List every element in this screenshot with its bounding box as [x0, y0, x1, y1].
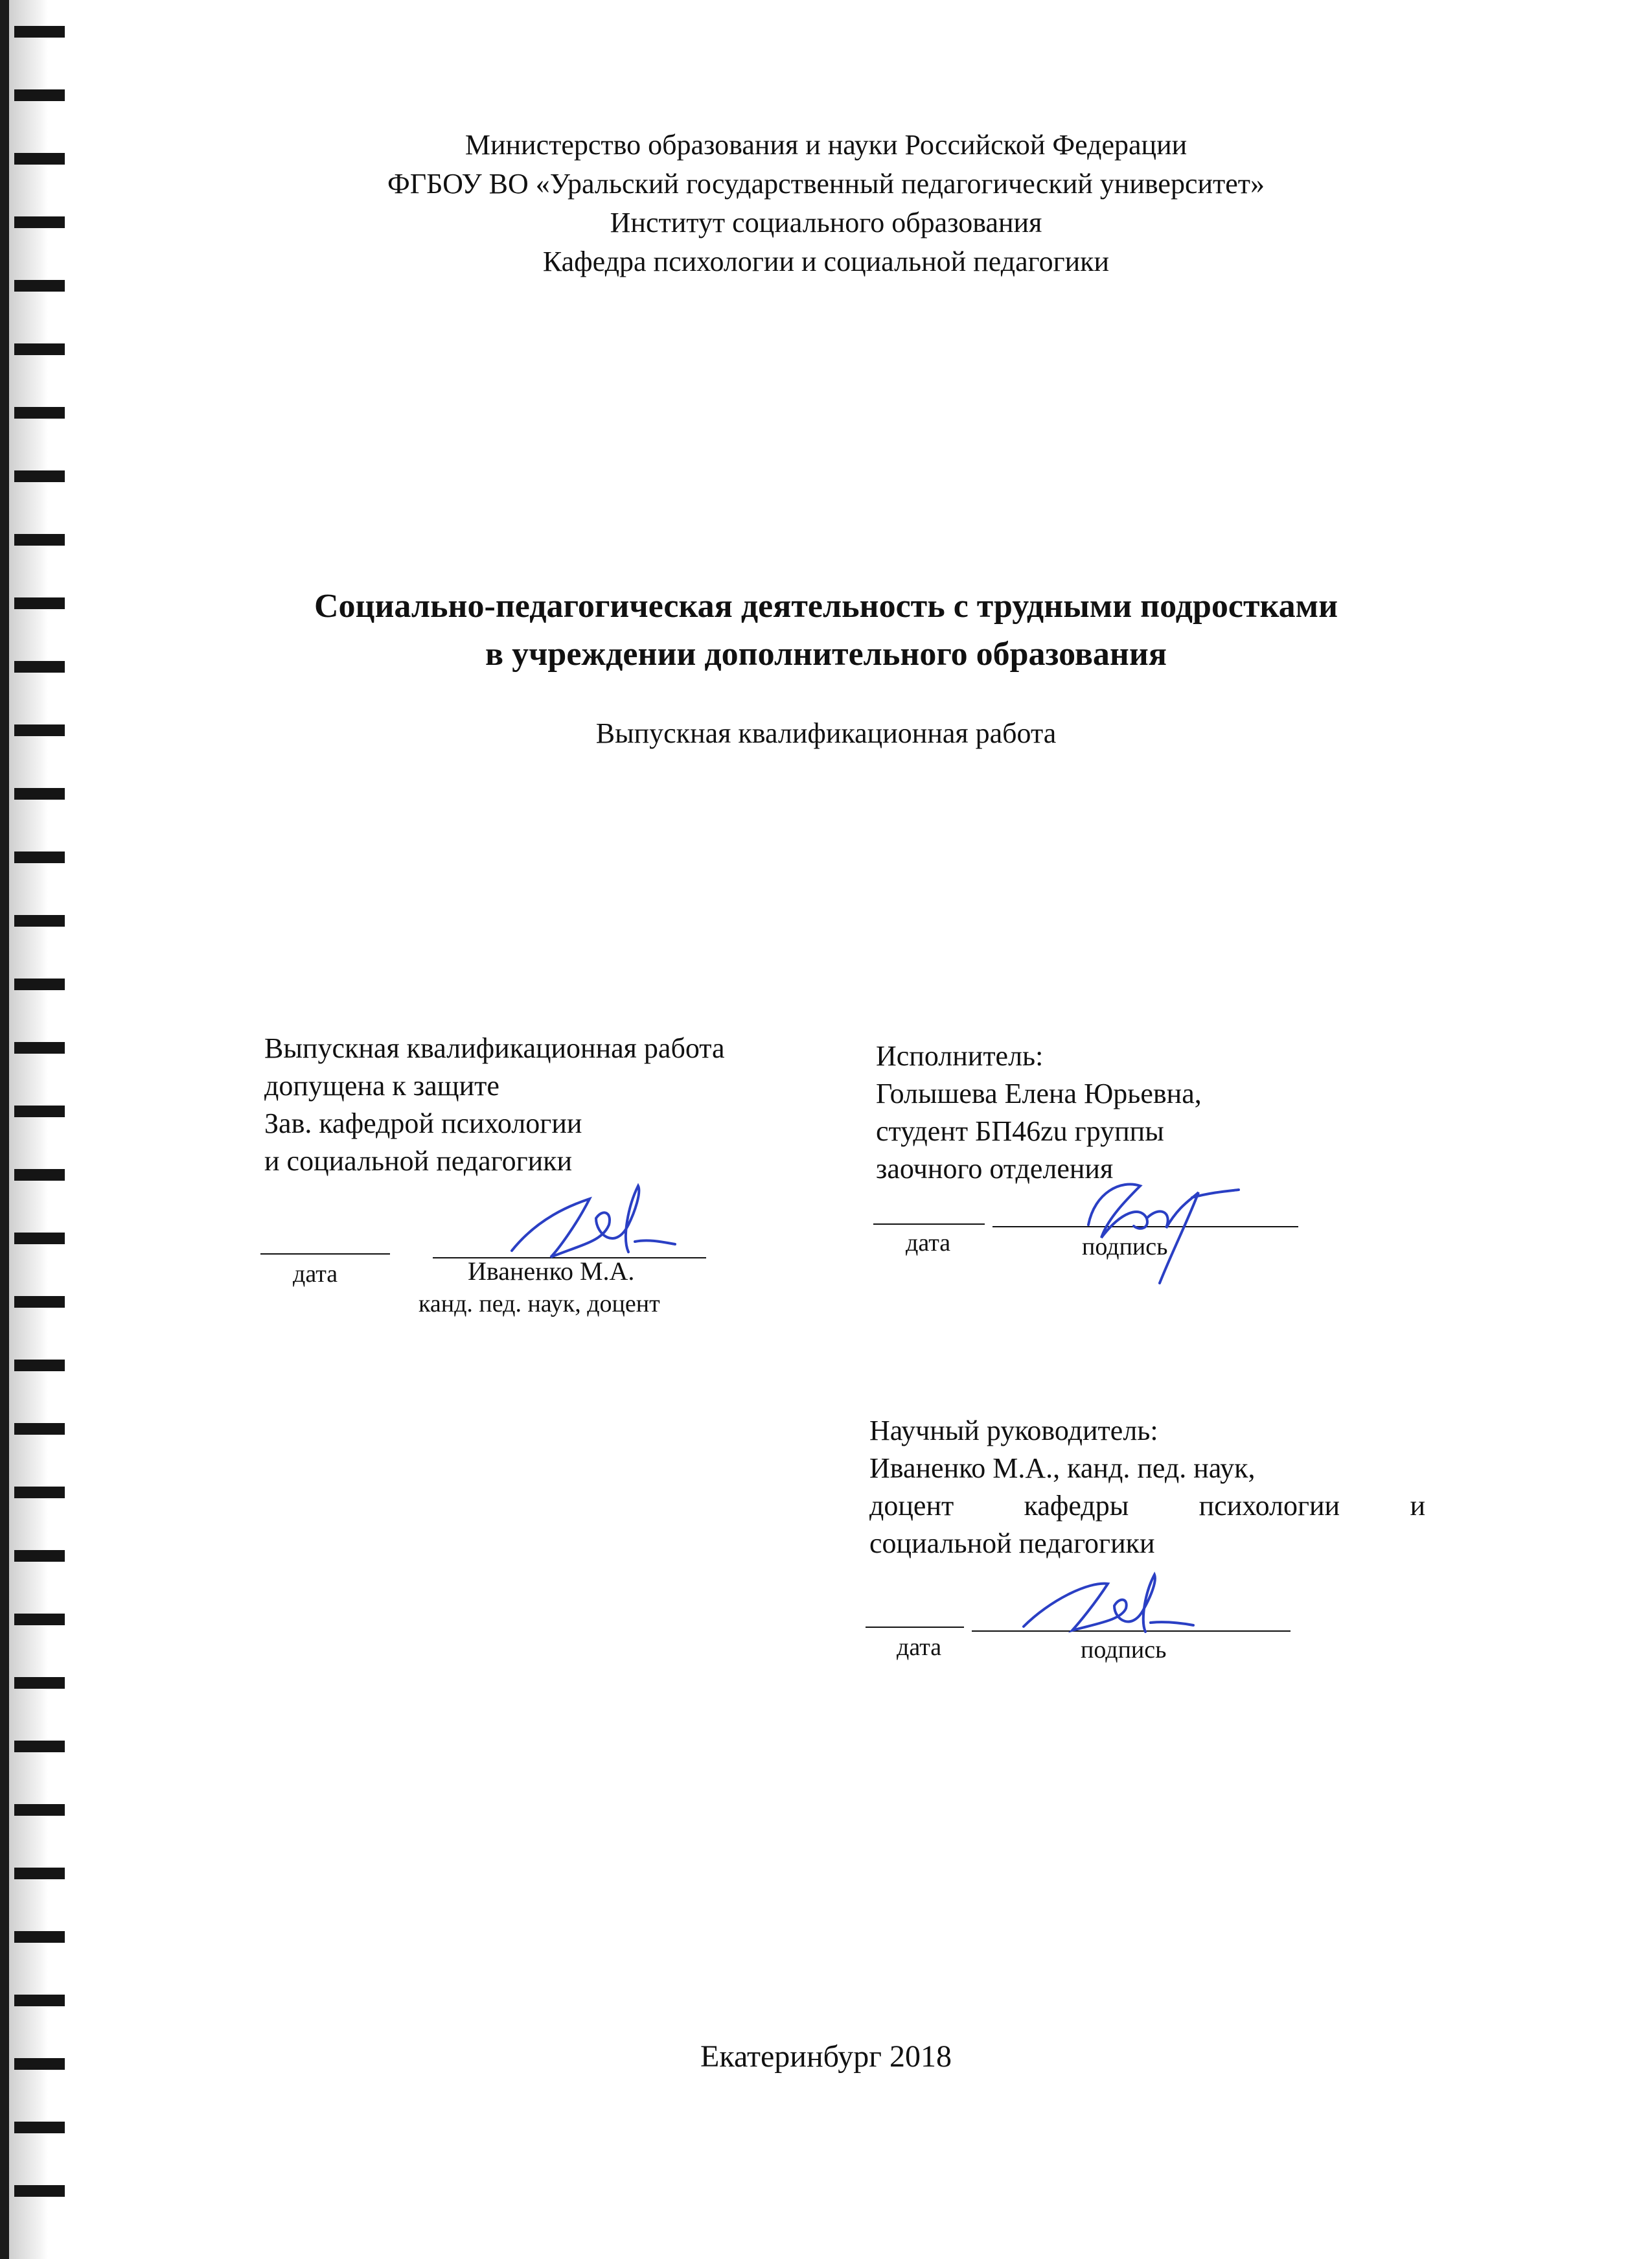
position-word: кафедры — [1024, 1490, 1129, 1522]
binding-hole — [14, 89, 65, 101]
thesis-subtitle: Выпускная квалификационная работа — [595, 717, 1057, 749]
city-year: Екатеринбург 2018 — [700, 2039, 952, 2074]
binding-hole — [14, 979, 65, 990]
binding-hole — [14, 1360, 65, 1371]
thesis-title-line1: Социально-педагогическая деятельность с трудными подростками — [314, 588, 1338, 625]
binding-hole — [14, 1042, 65, 1054]
supervisor-position-line1 — [869, 1489, 1425, 1522]
binding-hole — [14, 788, 65, 800]
binding-hole — [14, 407, 65, 419]
institute-line: Институт социального образования — [610, 207, 1042, 238]
binding-hole — [14, 915, 65, 927]
binding-hole — [14, 1487, 65, 1498]
binding-shadow — [9, 0, 48, 2259]
supervisor-sign-label: подпись — [1081, 1636, 1167, 1663]
admission-head-degree: канд. пед. наук, доцент — [419, 1290, 660, 1317]
binding-hole — [14, 2185, 65, 2197]
executor-signature — [1069, 1166, 1244, 1290]
thesis-title-line2: в учреждении дополнительного образования — [485, 636, 1167, 673]
executor-name: Голышева Елена Юрьевна, — [876, 1078, 1202, 1109]
executor-group: студент БП46zu группы — [876, 1115, 1164, 1147]
executor-date-label: дата — [906, 1229, 951, 1257]
binding-hole — [14, 1550, 65, 1562]
binding-hole — [14, 470, 65, 482]
admission-line3: Зав. кафедрой психологии — [264, 1107, 582, 1139]
binding-hole — [14, 1677, 65, 1689]
binding-edge — [0, 0, 9, 2259]
supervisor-name: Иваненко М.А., канд. пед. наук, — [869, 1452, 1256, 1484]
binding-hole — [14, 2122, 65, 2133]
binding-hole — [14, 1995, 65, 2006]
admission-line1: Выпускная квалификационная работа — [264, 1032, 725, 1064]
supervisor-date-label: дата — [897, 1634, 942, 1661]
binding-hole — [14, 1868, 65, 1879]
binding-hole — [14, 534, 65, 546]
supervisor-signature — [1017, 1568, 1199, 1639]
binding-hole — [14, 26, 65, 38]
executor-date-line — [873, 1223, 985, 1225]
binding-hole — [14, 1296, 65, 1308]
binding-hole — [14, 1169, 65, 1181]
binding-hole — [14, 1233, 65, 1244]
admission-head-name: Иваненко М.А. — [468, 1257, 635, 1286]
position-word: доцент — [869, 1490, 954, 1522]
executor-sign-label: подпись — [1082, 1233, 1168, 1260]
university-line: ФГБОУ ВО «Уральский государственный педагогический университет» — [387, 168, 1265, 200]
admission-line4: и социальной педагогики — [264, 1145, 573, 1177]
admission-line2: допущена к защите — [264, 1070, 499, 1102]
executor-dept: заочного отделения — [876, 1153, 1114, 1185]
binding-hole — [14, 1106, 65, 1117]
supervisor-label: Научный руководитель: — [869, 1415, 1158, 1446]
department-line: Кафедра психологии и социальной педагогики — [542, 246, 1110, 277]
binding-hole — [14, 343, 65, 355]
admission-date-label: дата — [293, 1260, 338, 1288]
ministry-line: Министерство образования и науки Российской Федерации — [465, 129, 1187, 161]
binding-hole — [14, 1741, 65, 1752]
executor-label: Исполнитель: — [876, 1040, 1044, 1072]
binding-hole — [14, 851, 65, 863]
binding-hole — [14, 280, 65, 292]
supervisor-date-line — [866, 1627, 964, 1628]
binding-hole — [14, 1614, 65, 1625]
binding-hole — [14, 1804, 65, 1816]
binding-hole — [14, 1931, 65, 1943]
binding-hole — [14, 1423, 65, 1435]
spiral-binding — [0, 0, 71, 2259]
position-word: и — [1410, 1490, 1425, 1522]
supervisor-position-line2: социальной педагогики — [869, 1527, 1155, 1559]
admission-date-line — [260, 1253, 390, 1255]
position-word: психологии — [1199, 1490, 1340, 1522]
